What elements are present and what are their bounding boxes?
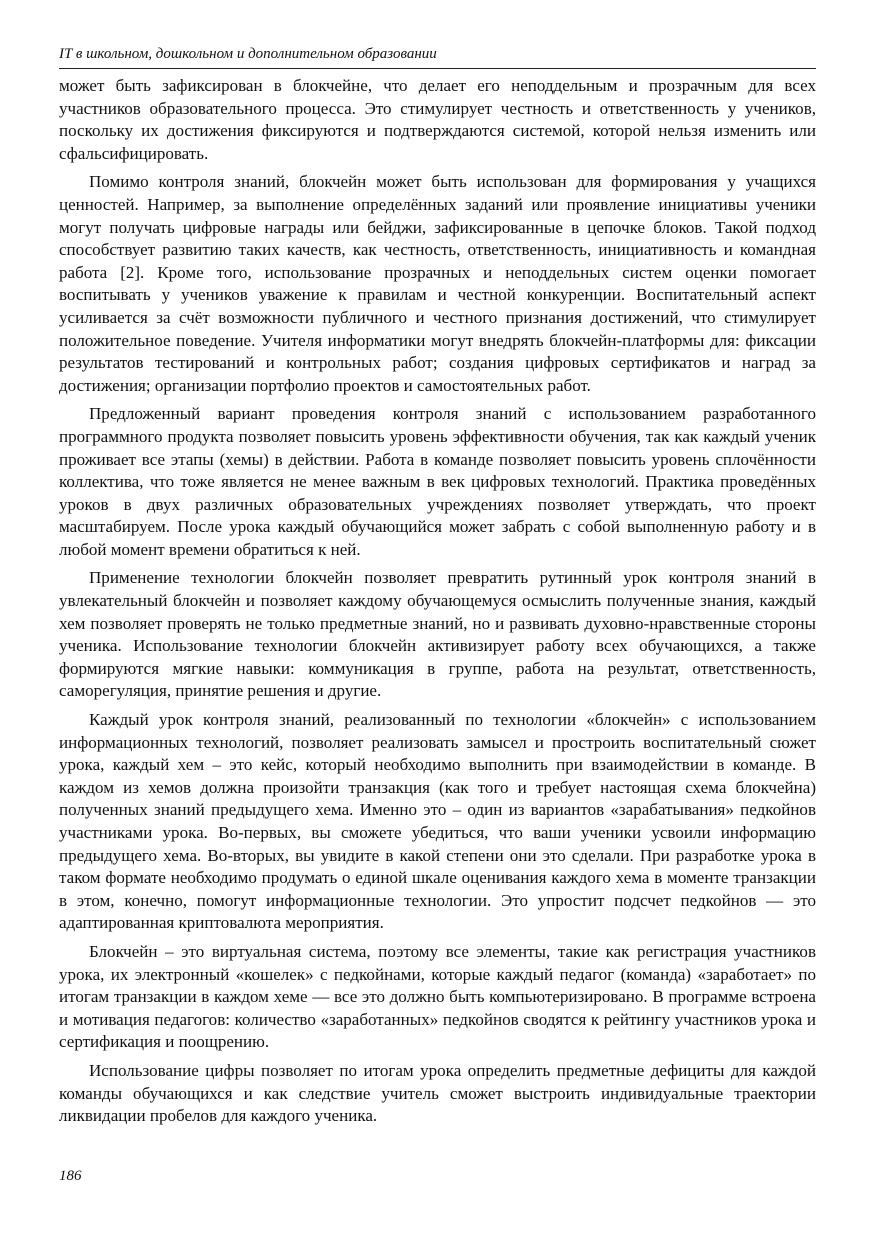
paragraph-digital-use: Использование цифры позволяет по итогам урока определить предметные дефициты для каждой команды обучающихся и как следствие учитель сможет выстроить индивидуальные траектории ликвидации пробелов для каждого ученика. — [59, 1060, 816, 1126]
paragraph-application: Применение технологии блокчейн позволяет превратить рутинный урок контроля знаний в увлекательный блокчейн и позволяет каждому обучающемуся осмыслить полученные знания, каждый хем позволяет проверять не только предметные знаний, но и развивать духовно-нравственные стороны ученика. Использование технологии блокчейн активизирует работу всех обучающихся, а также формируются мягкие навыки: коммуникация в группе, работа на результат, ответственность, саморегуляция, принятие решения и другие. — [59, 568, 816, 701]
paragraph-each-lesson: Каждый урок контроля знаний, реализованный по технологии «блокчейн» с использованием информационных технологий, позволяет реализовать замысел и простроить воспитательный сюжет урока, каждый хем – это кейс, который необходимо выполнить при взаимодействии в команде. В каждом из хемов должна произойти транзакция (как того и требует настоящая схема блокчейна) полученных знаний предыдущего хема. Именно это – один из вариантов «зарабатывания» педкойнов участниками урока. Во-первых, вы сможете убедиться, что ваши ученики усвоили информацию предыдущего хема. Во-вторых, вы увидите в какой степени они это сделали. При разработке урока в таком формате необходимо продумать о единой шкале оценивания каждого хема в моменте транзакции в этом, конечно, помогут информационные технологии. Это упростит подсчет педкойнов — это адаптированная криптовалюта мероприятия. — [59, 710, 816, 933]
page-number: 186 — [59, 1168, 82, 1184]
paragraph-virtual-system: Блокчейн – это виртуальная система, поэтому все элементы, такие как регистрация участников урока, их электронный «кошелек» с педкойнами, которые каждый педагог (команда) «заработает» по итогам транзакции в каждом хеме — все это должно быть компьютеризировано. В программе встроена и мотивация педагогов: количество «заработанных» педкойнов сводятся к рейтингу участников урока и сертификация и поощрению. — [59, 941, 816, 1052]
running-head: IT в школьном, дошкольном и дополнительном образовании — [59, 46, 437, 62]
paragraph-values: Помимо контроля знаний, блокчейн может быть использован для формирования у учащихся ценностей. Например, за выполнение определённых заданий или проявление инициативы ученики могут получать цифровые награды или бейджи, зафиксированные в цепочке блоков. Такой подход способствует развитию таких качеств, как честность, ответственность, инициативность и командная работа [2]. Кроме того, использование прозрачных и неподдельных систем оценки помогает воспитывать у учеников уважение к правилам и честной конкуренции. Воспитательный аспект усиливается за счёт возможности публичного и честного признания достижений, что стимулирует положительное поведение. Учителя информатики могут внедрять блокчейн-платформы для: фиксации результатов тестирований и контрольных работ; создания цифровых сертификатов и наград за достижения; организации портфолио проектов и самостоятельных работ. — [59, 172, 816, 395]
header-rule — [59, 68, 816, 69]
paragraph-proposed-variant: Предложенный вариант проведения контроля знаний с использованием разработанного программного продукта позволяет повысить уровень эффективности обучения, так как каждый ученик проживает все этапы (хемы) в действии. Работа в команде позволяет повысить уровень сплочённости коллектива, что тоже является не менее важным в век цифровых технологий. Практика проведённых уроков в двух различных образовательных учреждениях позволяет утверждать, что проект масштабируем. После урока каждый обучающийся может забрать с собой выполненную работу и в любой момент времени обратиться к ней. — [59, 404, 816, 559]
body-text — [59, 75, 816, 1134]
paragraph-continuation: может быть зафиксирован в блокчейне, что делает его неподдельным и прозрачным для всех участников образовательного процесса. Это стимулирует честность и ответственность у учеников, поскольку их достижения фиксируются и подтверждаются системой, которой нельзя изменить или сфальсифицировать. — [59, 76, 816, 163]
